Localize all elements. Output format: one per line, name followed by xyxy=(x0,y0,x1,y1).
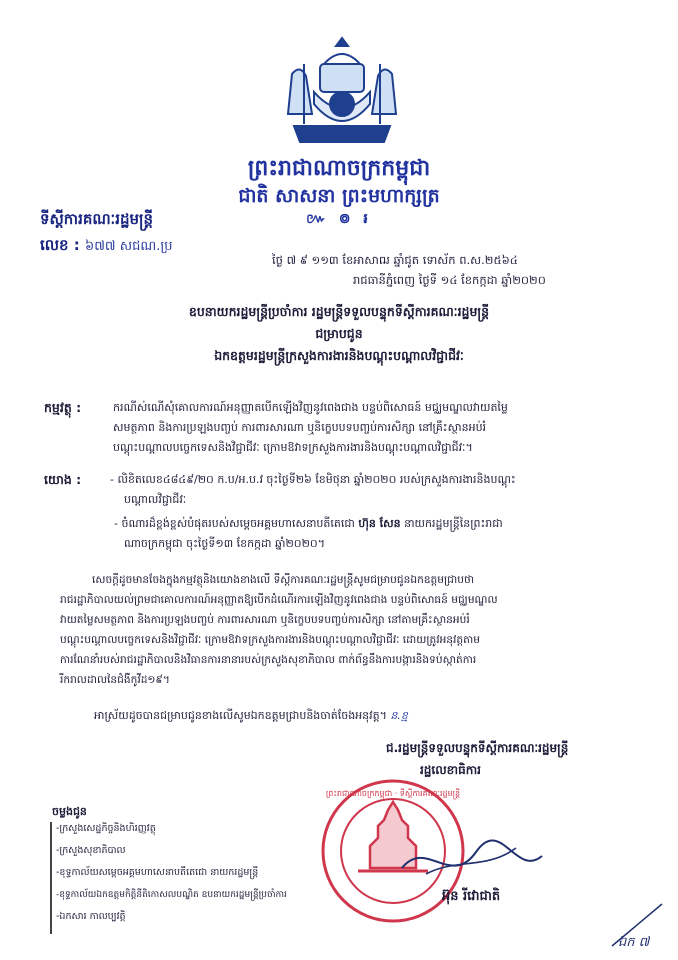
seal-ring-text: ព្រះរាជាណាចក្រកម្ពុជា · ទីស្តីការគណៈរដ្ឋមន្ត្រី xyxy=(325,789,461,798)
reference-line xyxy=(114,516,503,532)
distribution-item: -ខុទ្ទកាល័យឯកឧត្តមកិត្តិនីតិកោសលបណ្ឌិត ឧបនាយករដ្ឋមន្ត្រីប្រចាំការ xyxy=(56,890,287,900)
prime-minister-name: ហ៊ុន សែន xyxy=(358,517,401,530)
reference-line: បណ្តាលវិជ្ជាជីវៈ xyxy=(124,493,187,506)
body-line: រាជរដ្ឋាភិបាលយល់ព្រមជាគោលការណ៍អនុញ្ញាតឱ្យបើកដំណើរការឡើងវិញនូវពេងជាង បន្ទប់ពិសោធន៍ មជ្ឈមណ្ឌល xyxy=(60,594,498,606)
subject-line: សមត្ថភាព និងការប្រឡងបញ្ចប់ ការពារសារណា ឬនិក្ខេបបទបញ្ចប់ការសិក្សា នៅគ្រឹះស្ថានអប់រំ xyxy=(113,421,487,434)
reference-label: យោង : xyxy=(44,472,82,487)
distribution-title: ចម្លងជូន xyxy=(52,805,87,818)
reference-text: នាយករដ្ឋមន្ត្រីនៃព្រះរាជា xyxy=(404,517,503,530)
body-line: រីករាលដាលនៃជំងឺកូវីដ១៩។ xyxy=(60,674,170,686)
body-line: ការណែនាំរបស់រាជរដ្ឋាភិបាលនិងវិធានការនានារបស់ក្រសួងសុខាភិបាល ពាក់ព័ន្ធនឹងការបង្ការនិងទប់ស្កាត់ការ xyxy=(60,654,477,666)
reference-line: ណាចក្រកម្ពុជា ចុះថ្ងៃទី១៣ ខែកក្កដា ឆ្នាំ២០២០។ xyxy=(124,537,325,550)
document-number-label: លេខ : xyxy=(40,236,80,254)
reference-text: - ចំណារដ៏ខ្ពង់ខ្ពស់បំផុតរបស់សម្តេចអគ្គមហាសេនាបតីតេជោ xyxy=(114,517,355,530)
distribution-list xyxy=(50,822,287,934)
subject-line: បណ្តុះបណ្តាលបច្ចេកទេសនិងវិជ្ជាជីវៈ ក្រោមឱវាទក្រសួងការងារនិងបណ្តុះបណ្តាលវិជ្ជាជីវៈ។ xyxy=(113,441,473,454)
closing-sentence xyxy=(94,708,408,724)
lunar-date: ថ្ងៃ ៧ ៩ ១១៣ ខែអាសាឍ ឆ្នាំជូត ទោស័ក ព.ស.២៥៦៤ xyxy=(272,253,518,267)
national-motto: ជាតិ សាសនា ព្រះមហាក្សត្រ xyxy=(238,185,440,207)
signatory-title: ជ.រដ្ឋមន្ត្រីទទួលបន្ទុកទីស្តីការគណៈរដ្ឋមន្ត្រី xyxy=(386,741,569,755)
corner-handwriting: ឯក ៧ xyxy=(618,935,650,950)
subject-label: កម្មវត្ថុ : xyxy=(44,400,82,415)
closing-text: អាស្រ័យដូចបានជម្រាបជូនខាងលើសូមឯកឧត្តមជ្រាបនិងចាត់ចែងអនុវត្ត។ xyxy=(94,709,387,722)
addressee-line-2: ជម្រាបជូន xyxy=(315,326,363,341)
kingdom-title: ព្រះរាជាណាចក្រកម្ពុជា xyxy=(247,156,431,181)
distribution-item: -ក្រសួងសុខាភិបាល xyxy=(56,845,126,856)
distribution-item: -ឯកសារ កាលប្បវត្តិ xyxy=(56,911,126,922)
office-name: ទីស្តីការគណៈរដ្ឋមន្ត្រី xyxy=(40,210,154,228)
signatory-name: អ៊ុន រីវោជាតិ xyxy=(442,889,501,904)
body-line: វាយតម្លៃសមត្ថភាព និងការប្រឡងបញ្ចប់ ការពារសារណា ឬនិក្ខេបបទបញ្ចប់ការសិក្សា នៅតាមគ្រឹះស្ថានអប់រំ xyxy=(60,614,470,626)
addressee-line-1: ឧបនាយករដ្ឋមន្ត្រីប្រចាំការ រដ្ឋមន្ត្រីទទួលបន្ទុកទីស្តីការគណៈរដ្ឋមន្ត្រី xyxy=(188,304,490,319)
distribution-item: -ខុទ្ទកាល័យសម្តេចអគ្គមហាសេនាបតីតេជោ នាយករដ្ឋមន្ត្រី xyxy=(56,867,259,878)
ornament-divider: ៚ ៙ ៛ xyxy=(306,211,372,227)
handwritten-initials: ន.ខ្ម xyxy=(390,709,408,722)
subject-line: ករណីស់ណើសុំគោលការណ៍អនុញ្ញាតបើកឡើងវិញនូវពេងជាង បន្ទប់ពិសោធន៍ មជ្ឈមណ្ឌលវាយតម្លៃ xyxy=(113,401,508,414)
addressee-line-3: ឯកឧត្តមរដ្ឋមន្ត្រីក្រសួងការងារនិងបណ្តុះបណ្តាលវិជ្ជាជីវៈ xyxy=(214,348,464,363)
distribution-item: -ក្រសួងសេដ្ឋកិច្ចនិងហិរញ្ញវត្ថុ xyxy=(56,823,156,834)
document-number xyxy=(40,236,172,258)
document-number-value: ៦៧៧ សជណ.ប្រ xyxy=(85,239,173,254)
body-line: បណ្តុះបណ្តាលបច្ចេកទេសនិងវិជ្ជាជីវៈ ក្រោមឱវាទក្រសួងការងារនិងបណ្តុះបណ្តាលវិជ្ជាជីវៈ ដោយត្រូវអនុវត្តតាម xyxy=(60,634,480,646)
solar-date: រាជធានីភ្នំពេញ ថ្ងៃទី ១៤ ខែកក្កដា ឆ្នាំ២០២០ xyxy=(353,273,546,287)
body-line: សេចក្តីដូចមានចែងក្នុងកម្មវត្ថុនិងយោងខាងលើ ទីស្តីការគណៈរដ្ឋមន្ត្រីសូមជម្រាបជូនឯកឧត្តមជ្រាបថា xyxy=(92,574,475,586)
reference-line: - លិខិតលេខ៤៨៤៩/២០ ក.ប/អ.ប.វ ចុះថ្ងៃទី២៦ ខែមិថុនា ឆ្នាំ២០២០ របស់ក្រសួងការងារនិងបណ្តុះ xyxy=(110,473,516,486)
royal-coat-of-arms-icon xyxy=(274,34,410,154)
signatory-position: រដ្ឋលេខាធិការ xyxy=(420,763,481,777)
